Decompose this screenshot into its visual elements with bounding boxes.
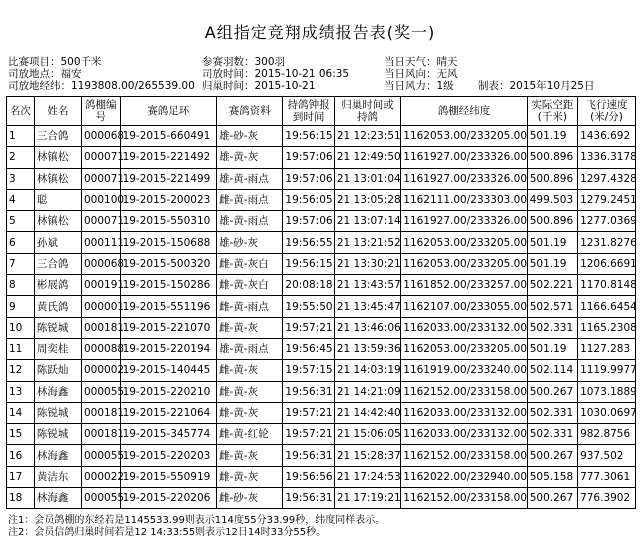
- table-cell: 000191: [82, 275, 121, 296]
- table-cell: 19:56:05: [283, 189, 334, 210]
- table-header-row: [7, 97, 636, 126]
- table-cell: 雌-黄-灰: [217, 381, 283, 402]
- column-header: 实际空距(千米): [527, 97, 577, 126]
- table-cell: 1277.0369: [578, 211, 636, 232]
- table-cell: 000071: [82, 147, 121, 168]
- table-cell: 776.3902: [578, 488, 636, 509]
- table-cell: 20:08:18: [283, 275, 334, 296]
- table-cell: 10: [7, 317, 35, 338]
- table-cell: 21 15:28:37: [334, 445, 400, 466]
- table-cell: 982.8756: [578, 424, 636, 445]
- table-cell: 21 12:49:50: [334, 147, 400, 168]
- table-cell: 1161927.00/233326.00: [401, 211, 527, 232]
- table-cell: 雄-黄-雨点: [217, 211, 283, 232]
- table-cell: 1436.692: [578, 126, 636, 147]
- table-cell: 21 17:24:53: [334, 466, 400, 487]
- info-made-date: 制表：2015年10月25日: [478, 80, 595, 92]
- table-cell: 1030.0697: [578, 402, 636, 423]
- table-cell: 1206.6691: [578, 253, 636, 274]
- table-cell: 19-2015-500320: [120, 253, 216, 274]
- table-cell: 000001: [82, 296, 121, 317]
- table-cell: 1162033.00/233132.00: [401, 424, 527, 445]
- table-cell: 502.114: [527, 360, 577, 381]
- table-cell: 林海鑫: [34, 445, 81, 466]
- table-row: [7, 147, 636, 168]
- info-weather: 当日天气：晴天: [384, 56, 458, 68]
- table-cell: 雌-黄-红轮: [217, 424, 283, 445]
- table-cell: 21 13:07:14: [334, 211, 400, 232]
- table-cell: 000055: [82, 488, 121, 509]
- table-cell: 000100: [82, 189, 121, 210]
- table-cell: 19:57:06: [283, 211, 334, 232]
- table-cell: 1162053.00/233205.00: [401, 232, 527, 253]
- table-cell: 1161927.00/233326.00: [401, 147, 527, 168]
- note-2: 注2：会员信鸽归巢时间若是12 14:33:55则表示12日14时33分55秒。: [8, 527, 327, 538]
- table-cell: 1162152.00/233158.00: [401, 381, 527, 402]
- table-cell: 505.158: [527, 466, 577, 487]
- table-cell: 19:57:06: [283, 147, 334, 168]
- table-cell: 21 13:46:06: [334, 317, 400, 338]
- table-cell: 502.571: [527, 296, 577, 317]
- table-cell: 林镇松: [34, 168, 81, 189]
- table-cell: 777.3061: [578, 466, 636, 487]
- table-cell: 雄-砂-灰: [217, 232, 283, 253]
- table-cell: 1162022.00/232940.00: [401, 466, 527, 487]
- table-cell: 21 13:59:36: [334, 338, 400, 359]
- table-cell: 1162033.00/233132.00: [401, 317, 527, 338]
- column-header: 赛鸽资料: [217, 97, 283, 126]
- table-cell: 19-2015-660491: [120, 126, 216, 147]
- table-cell: 雌-黄-雨点: [217, 189, 283, 210]
- table-cell: 雄-黄-雨点: [217, 168, 283, 189]
- table-cell: 502.331: [527, 402, 577, 423]
- table-cell: 19-2015-150286: [120, 275, 216, 296]
- table-cell: 19:57:21: [283, 424, 334, 445]
- table-cell: 21 13:45:47: [334, 296, 400, 317]
- table-row: [7, 338, 636, 359]
- table-cell: 4: [7, 189, 35, 210]
- table-cell: 林海鑫: [34, 488, 81, 509]
- table-cell: 雌-黄-雨点: [217, 296, 283, 317]
- table-cell: 黄洁东: [34, 466, 81, 487]
- table-cell: 000071: [82, 168, 121, 189]
- table-row: [7, 211, 636, 232]
- table-cell: 19-2015-150688: [120, 232, 216, 253]
- table-cell: 19:56:31: [283, 488, 334, 509]
- table-row: [7, 445, 636, 466]
- report-title: A组指定竞翔成绩报告表(奖一): [204, 23, 436, 42]
- table-cell: 19-2015-221070: [120, 317, 216, 338]
- table-cell: 19-2015-220203: [120, 445, 216, 466]
- table-cell: 13: [7, 381, 35, 402]
- table-cell: 1162053.00/233205.00: [401, 253, 527, 274]
- table-cell: 000055: [82, 445, 121, 466]
- table-cell: 1162152.00/233158.00: [401, 488, 527, 509]
- table-cell: 19-2015-221499: [120, 168, 216, 189]
- table-cell: 三合鸽: [34, 126, 81, 147]
- column-header: 名次: [7, 97, 35, 126]
- table-cell: 1073.1889: [578, 381, 636, 402]
- table-cell: 林海鑫: [34, 381, 81, 402]
- table-cell: 19-2015-140445: [120, 360, 216, 381]
- table-cell: 19:56:31: [283, 381, 334, 402]
- table-cell: 1162053.00/233205.00: [401, 126, 527, 147]
- column-header: 鸽棚经纬度: [401, 97, 527, 126]
- table-cell: 陈锐城: [34, 402, 81, 423]
- table-cell: 500.267: [527, 381, 577, 402]
- table-cell: 陈锐城: [34, 317, 81, 338]
- table-cell: 19-2015-220206: [120, 488, 216, 509]
- table-cell: 19-2015-221064: [120, 402, 216, 423]
- table-cell: 1336.3178: [578, 147, 636, 168]
- table-row: [7, 253, 636, 274]
- table-cell: 501.19: [527, 126, 577, 147]
- table-cell: 500.267: [527, 488, 577, 509]
- table-cell: 19-2015-345774: [120, 424, 216, 445]
- table-cell: 19-2015-220210: [120, 381, 216, 402]
- table-cell: 16: [7, 445, 35, 466]
- table-cell: 7: [7, 253, 35, 274]
- column-header: 飞行速度(米/分): [578, 97, 636, 126]
- column-header: 鸽棚编号: [82, 97, 121, 126]
- table-cell: 502.221: [527, 275, 577, 296]
- table-cell: 19:57:21: [283, 402, 334, 423]
- table-cell: 1165.2308: [578, 317, 636, 338]
- table-cell: 19:57:15: [283, 360, 334, 381]
- table-cell: 1231.8276: [578, 232, 636, 253]
- table-cell: 501.19: [527, 253, 577, 274]
- table-cell: 1162053.00/233205.00: [401, 338, 527, 359]
- table-cell: 1119.9977: [578, 360, 636, 381]
- table-cell: 1170.8148: [578, 275, 636, 296]
- table-cell: 19-2015-200023: [120, 189, 216, 210]
- table-cell: 19:56:15: [283, 253, 334, 274]
- table-cell: 1162111.00/233303.00: [401, 189, 527, 210]
- table-cell: 1297.4328: [578, 168, 636, 189]
- table-cell: 雌-黄-灰: [217, 402, 283, 423]
- table-cell: 21 14:42:40: [334, 402, 400, 423]
- info-wind-force: 当日风力：1级: [384, 80, 454, 92]
- info-return-time: 归巢时间：2015-10-21: [202, 80, 316, 92]
- table-cell: 2: [7, 147, 35, 168]
- table-cell: 19-2015-551196: [120, 296, 216, 317]
- table-cell: 21 17:19:21: [334, 488, 400, 509]
- table-cell: 12: [7, 360, 35, 381]
- table-cell: 1162033.00/233132.00: [401, 402, 527, 423]
- table-cell: 14: [7, 402, 35, 423]
- table-cell: 1127.283: [578, 338, 636, 359]
- results-table: [6, 96, 636, 509]
- table-cell: 雌-黄-灰: [217, 445, 283, 466]
- table-cell: 19:56:45: [283, 338, 334, 359]
- table-cell: 聪: [34, 189, 81, 210]
- table-cell: 1161927.00/233326.00: [401, 168, 527, 189]
- table-cell: 000181: [82, 424, 121, 445]
- table-cell: 1166.6454: [578, 296, 636, 317]
- table-cell: 17: [7, 466, 35, 487]
- table-cell: 21 13:21:52: [334, 232, 400, 253]
- table-cell: 000111: [82, 232, 121, 253]
- column-header: 姓名: [34, 97, 81, 126]
- table-cell: 雄-砂-灰: [217, 126, 283, 147]
- table-cell: 499.503: [527, 189, 577, 210]
- table-cell: 19-2015-221492: [120, 147, 216, 168]
- table-row: [7, 466, 636, 487]
- table-cell: 21 13:05:28: [334, 189, 400, 210]
- info-release-place: 司放地点：福安: [8, 68, 82, 80]
- table-cell: 19:57:06: [283, 168, 334, 189]
- table-cell: 19:56:31: [283, 445, 334, 466]
- column-header: 归巢时间或持鸽: [334, 97, 400, 126]
- table-cell: 000068: [82, 126, 121, 147]
- table-body: [7, 126, 636, 509]
- table-cell: 502.331: [527, 317, 577, 338]
- table-cell: 937.502: [578, 445, 636, 466]
- table-cell: 21 14:21:09: [334, 381, 400, 402]
- table-cell: 周奕桂: [34, 338, 81, 359]
- table-cell: 501.19: [527, 338, 577, 359]
- info-release-time: 司放时间：2015-10-21 06:35: [202, 68, 350, 80]
- note-1: 注1：会员鸽棚的东经若是1145533.99则表示114度55分33.99秒，纬度同样表示。: [8, 515, 386, 526]
- table-cell: 陈跃灿: [34, 360, 81, 381]
- table-cell: 21 12:23:51: [334, 126, 400, 147]
- table-row: [7, 126, 636, 147]
- table-cell: 19-2015-550919: [120, 466, 216, 487]
- table-cell: 19:56:56: [283, 466, 334, 487]
- table-cell: 林镇松: [34, 211, 81, 232]
- table-row: [7, 381, 636, 402]
- table-cell: 1: [7, 126, 35, 147]
- table-cell: 000022: [82, 466, 121, 487]
- table-cell: 19:55:50: [283, 296, 334, 317]
- table-cell: 9: [7, 296, 35, 317]
- table-cell: 500.896: [527, 147, 577, 168]
- table-row: [7, 275, 636, 296]
- table-cell: 8: [7, 275, 35, 296]
- table-cell: 19:56:55: [283, 232, 334, 253]
- table-cell: 1161852.00/233257.00: [401, 275, 527, 296]
- table-cell: 21 13:01:04: [334, 168, 400, 189]
- table-row: [7, 402, 636, 423]
- table-cell: 19:57:21: [283, 317, 334, 338]
- table-cell: 1162107.00/233055.00: [401, 296, 527, 317]
- table-row: [7, 424, 636, 445]
- table-row: [7, 360, 636, 381]
- table-cell: 500.896: [527, 211, 577, 232]
- table-row: [7, 317, 636, 338]
- table-cell: 19-2015-550310: [120, 211, 216, 232]
- table-cell: 孙斌: [34, 232, 81, 253]
- table-cell: 雌-黄-灰白: [217, 275, 283, 296]
- info-count: 参赛羽数：300羽: [202, 56, 286, 68]
- table-cell: 雄-黄-灰: [217, 147, 283, 168]
- table-cell: 1279.2451: [578, 189, 636, 210]
- table-cell: 000071: [82, 211, 121, 232]
- table-row: [7, 296, 636, 317]
- table-cell: 雌-黄-灰: [217, 360, 283, 381]
- table-cell: 21 13:30:21: [334, 253, 400, 274]
- table-cell: 黄氏鸽: [34, 296, 81, 317]
- info-wind-direction: 当日风向：无风: [384, 68, 458, 80]
- table-cell: 6: [7, 232, 35, 253]
- table-row: [7, 488, 636, 509]
- table-cell: 000055: [82, 381, 121, 402]
- table-cell: 5: [7, 211, 35, 232]
- table-cell: 000068: [82, 253, 121, 274]
- table-cell: 21 15:06:05: [334, 424, 400, 445]
- table-cell: 18: [7, 488, 35, 509]
- table-cell: 雄-黄-雨点: [217, 338, 283, 359]
- table-cell: 500.267: [527, 445, 577, 466]
- table-cell: 19-2015-220194: [120, 338, 216, 359]
- table-cell: 彬展鸽: [34, 275, 81, 296]
- table-cell: 林镇松: [34, 147, 81, 168]
- table-cell: 15: [7, 424, 35, 445]
- table-cell: 1162152.00/233158.00: [401, 445, 527, 466]
- table-cell: 21 13:43:57: [334, 275, 400, 296]
- column-header: 持鸽钟报到时间: [283, 97, 334, 126]
- table-cell: 000088: [82, 338, 121, 359]
- table-cell: 雌-黄-灰白: [217, 253, 283, 274]
- info-project: 比赛项目：500千米: [8, 56, 102, 68]
- table-cell: 000181: [82, 317, 121, 338]
- info-release-coords: 司放地经纬：1193808.00/265539.00: [8, 80, 195, 92]
- table-cell: 502.331: [527, 424, 577, 445]
- table-cell: 21 14:03:19: [334, 360, 400, 381]
- table-cell: 雌-砂-灰: [217, 488, 283, 509]
- table-row: [7, 168, 636, 189]
- table-cell: 500.896: [527, 168, 577, 189]
- table-cell: 陈锐城: [34, 424, 81, 445]
- table-cell: 1161919.00/233240.00: [401, 360, 527, 381]
- table-cell: 000002: [82, 360, 121, 381]
- table-cell: 501.19: [527, 232, 577, 253]
- table-cell: 雌-黄-灰: [217, 466, 283, 487]
- table-cell: 雌-黄-灰: [217, 317, 283, 338]
- table-cell: 3: [7, 168, 35, 189]
- table-row: [7, 232, 636, 253]
- table-cell: 11: [7, 338, 35, 359]
- table-cell: 000181: [82, 402, 121, 423]
- column-header: 赛鸽足环: [120, 97, 216, 126]
- table-row: [7, 189, 636, 210]
- table-cell: 19:56:15: [283, 126, 334, 147]
- table-cell: 三合鸽: [34, 253, 81, 274]
- notes: [8, 515, 385, 539]
